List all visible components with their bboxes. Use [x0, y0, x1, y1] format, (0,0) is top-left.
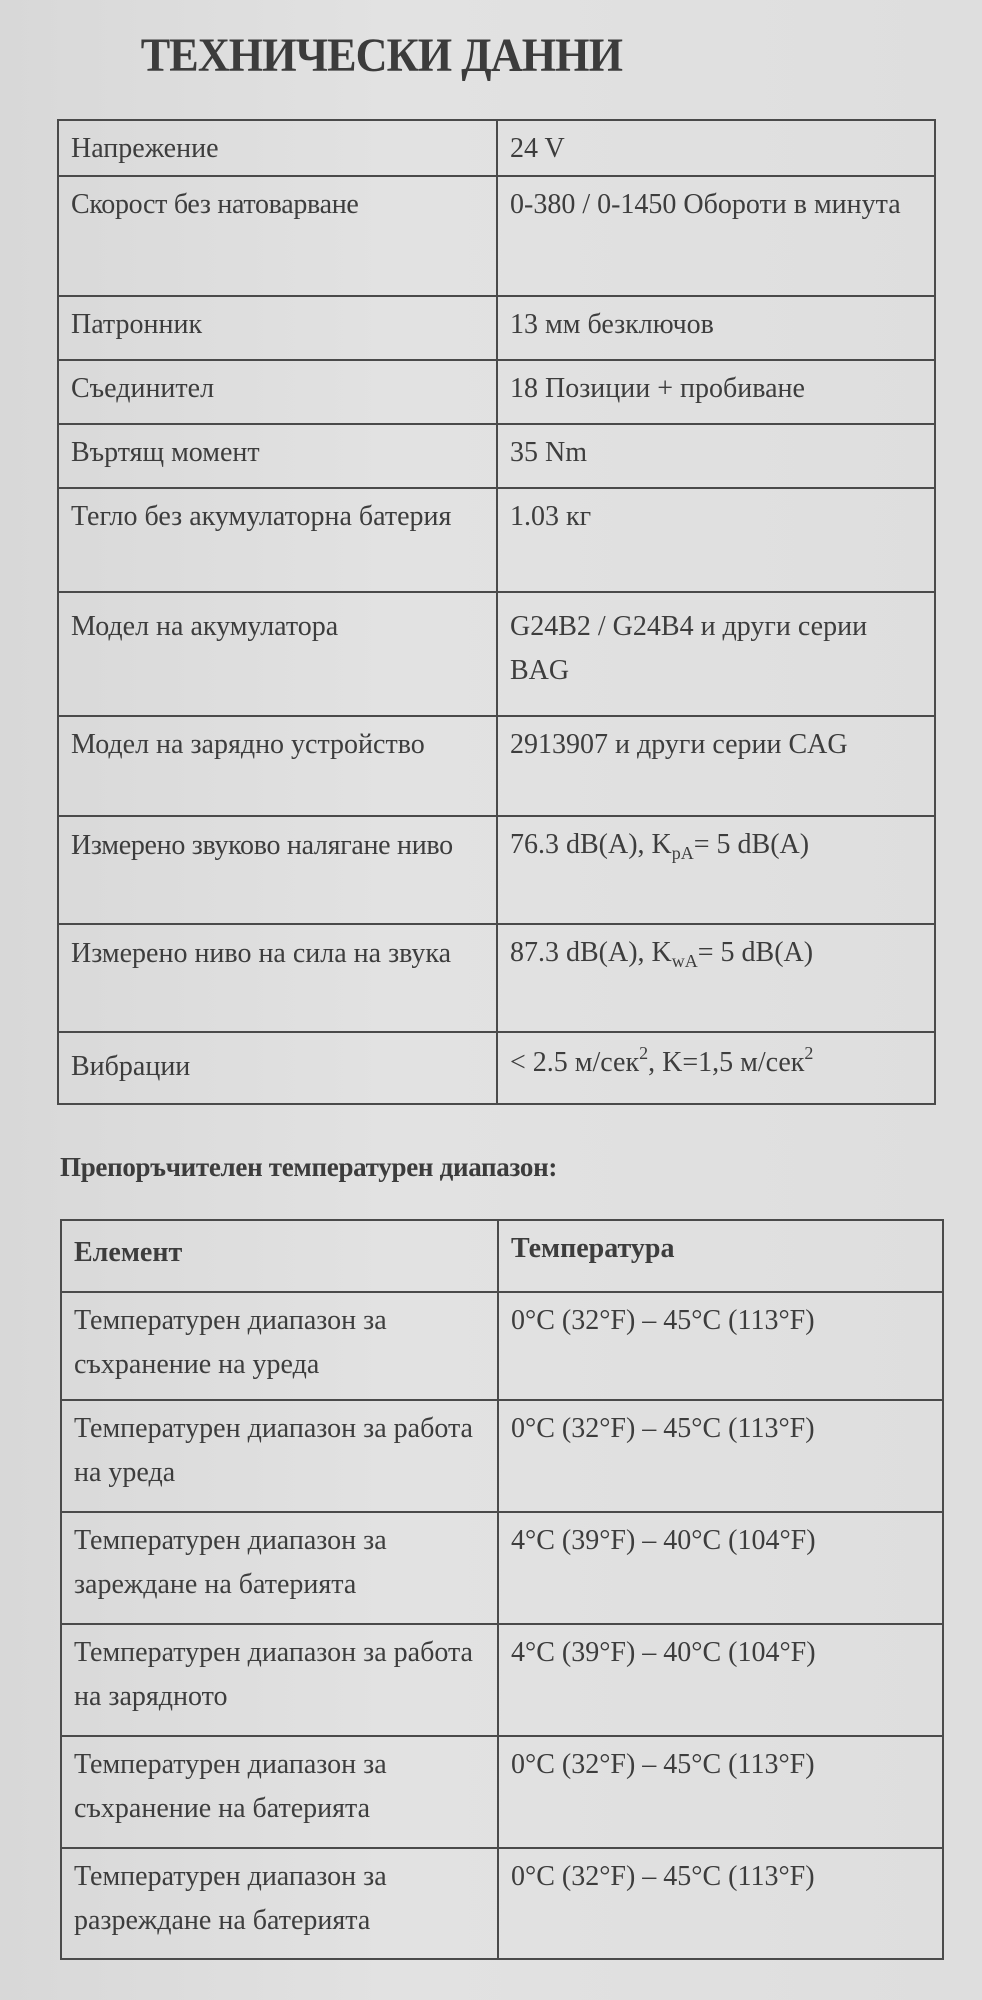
spec-label: Модел на зарядно устройство	[58, 716, 497, 816]
spec-label: Измерено звуково налягане ниво	[58, 816, 497, 924]
temp-value: 0°C (32°F) – 45°C (113°F)	[498, 1292, 943, 1400]
value-subscript: wA	[671, 951, 698, 971]
spec-value: 1.03 кг	[497, 488, 935, 592]
table-header-row	[61, 1220, 943, 1292]
spec-value	[497, 924, 935, 1032]
table-row	[58, 716, 935, 816]
value-main: 87.3 dB(A), K	[510, 937, 672, 968]
table-row	[61, 1512, 943, 1624]
temp-element: Температурен диапазон за работа на зарядното	[61, 1624, 498, 1736]
spec-label: Измерено ниво на сила на звука	[58, 924, 497, 1032]
column-header-temperature: Температура	[498, 1220, 943, 1292]
spec-value: 18 Позиции + пробиване	[497, 360, 935, 424]
column-header-element: Елемент	[61, 1220, 498, 1292]
temp-element: Температурен диапазон за съхранение на уреда	[61, 1292, 498, 1400]
temp-element: Температурен диапазон за разреждане на батерията	[61, 1848, 498, 1959]
table-row	[58, 488, 935, 592]
value-a-superscript: 2	[639, 1043, 649, 1063]
value-tail: = 5 dB(A)	[697, 937, 814, 968]
table-row	[58, 816, 935, 924]
table-row	[58, 360, 935, 424]
temp-element: Температурен диапазон за съхранение на батерията	[61, 1736, 498, 1848]
table-row	[61, 1848, 943, 1959]
spec-label: Модел на акумулатора	[58, 592, 497, 716]
spec-value: 2913907 и други серии CAG	[497, 716, 935, 816]
spec-label: Патронник	[58, 296, 497, 360]
spec-value	[497, 816, 935, 924]
value-main: 76.3 dB(A), K	[510, 829, 672, 860]
table-row	[58, 592, 935, 716]
table-row	[61, 1736, 943, 1848]
spec-label: Тегло без акумулаторна батерия	[58, 488, 497, 592]
value-b-superscript: 2	[804, 1043, 814, 1063]
temperature-range-table	[60, 1219, 944, 1960]
spec-value: 24 V	[497, 120, 935, 176]
table-row	[58, 424, 935, 488]
value-b: , K=1,5 м/сек	[648, 1047, 805, 1078]
table-row	[58, 296, 935, 360]
table-row	[58, 1032, 935, 1104]
spec-label: Въртящ момент	[58, 424, 497, 488]
temp-value: 0°C (32°F) – 45°C (113°F)	[498, 1736, 943, 1848]
table-row	[61, 1292, 943, 1400]
table-row	[58, 176, 935, 296]
spec-label: Скорост без натоварване	[58, 176, 497, 296]
temp-value: 4°C (39°F) – 40°C (104°F)	[498, 1624, 943, 1736]
spec-value: 35 Nm	[497, 424, 935, 488]
spec-label: Съединител	[58, 360, 497, 424]
temperature-section-title: Препоръчителен температурен диапазон:	[60, 1152, 558, 1182]
spec-value	[497, 1032, 935, 1104]
technical-data-table	[57, 119, 936, 1105]
table-row	[58, 924, 935, 1032]
spec-value: 13 мм безключов	[497, 296, 935, 360]
value-a: < 2.5 м/сек	[510, 1047, 640, 1078]
temp-value: 4°C (39°F) – 40°C (104°F)	[498, 1512, 943, 1624]
temp-value: 0°C (32°F) – 45°C (113°F)	[498, 1400, 943, 1512]
temp-element: Температурен диапазон за работа на уреда	[61, 1400, 498, 1512]
table-row	[61, 1624, 943, 1736]
page-title: ТЕХНИЧЕСКИ ДАННИ	[140, 29, 623, 82]
value-tail: = 5 dB(A)	[693, 829, 810, 860]
value-subscript: pA	[671, 843, 694, 863]
table-row	[58, 120, 935, 176]
spec-label: Напрежение	[58, 120, 497, 176]
spec-value: G24B2 / G24B4 и други серии BAG	[497, 592, 935, 716]
spec-label: Вибрации	[58, 1032, 497, 1104]
temp-element: Температурен диапазон за зареждане на батерията	[61, 1512, 498, 1624]
spec-value: 0-380 / 0-1450 Обороти в минута	[497, 176, 935, 296]
table-row	[61, 1400, 943, 1512]
temp-value: 0°C (32°F) – 45°C (113°F)	[498, 1848, 943, 1959]
